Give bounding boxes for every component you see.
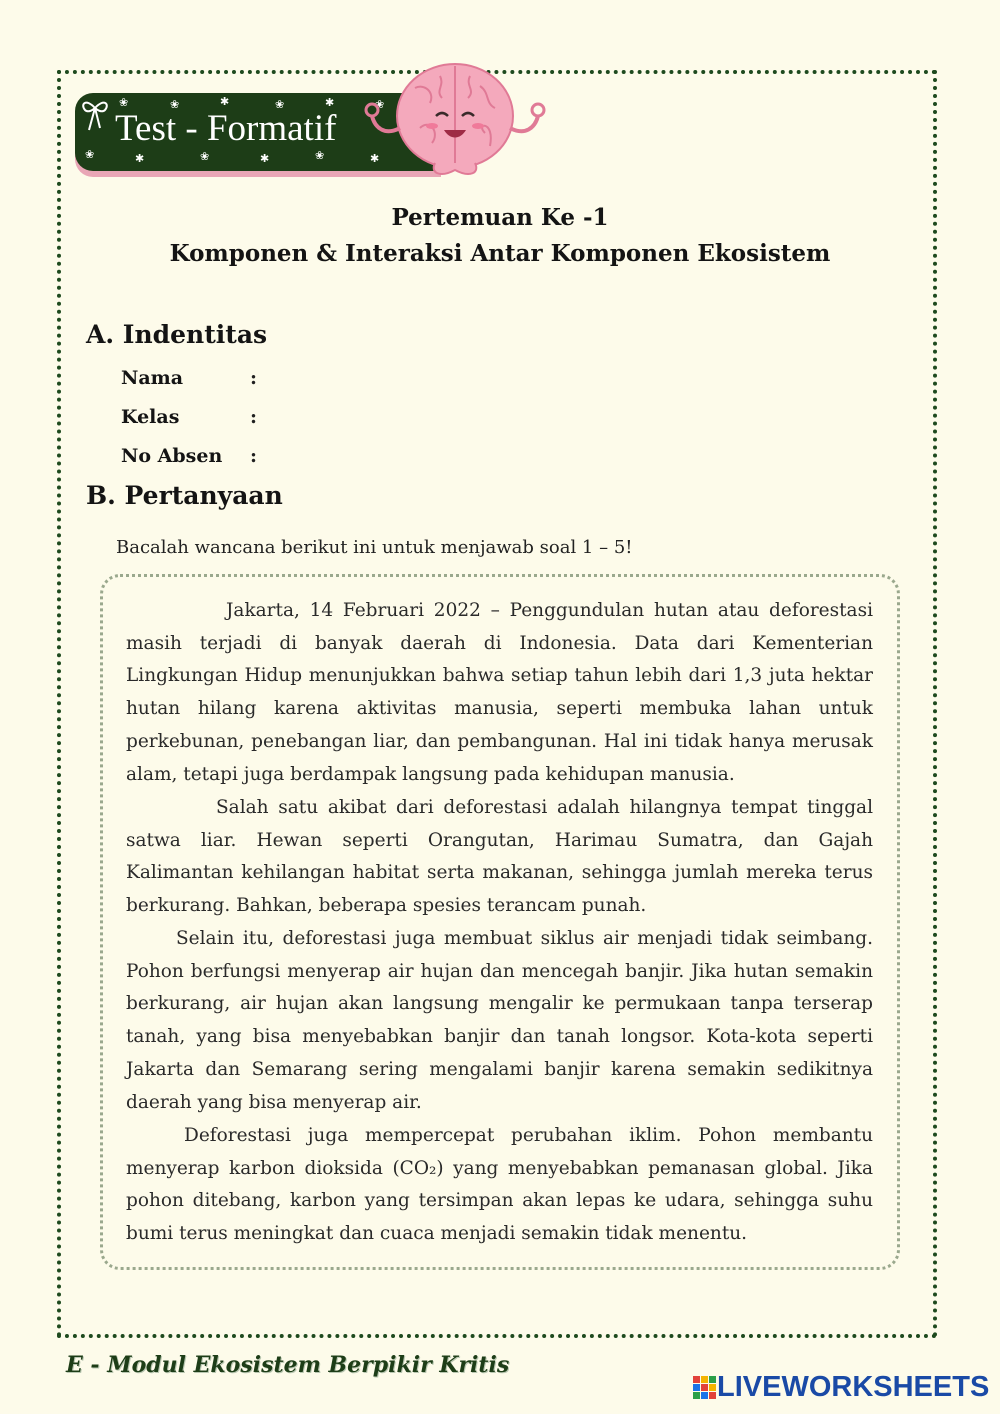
passage-paragraph: Jakarta, 14 Februari 2022 – Penggundulan hutan atau deforestasi masih terjadi di banyak daerah di Indonesia. Data dari Kementerian Lingkungan Hidup menunjukkan bahwa setiap tahun lebih dari 1,3 juta hektar hutan hilang karena aktivitas manusia, seperti membuka lahan untuk perkebunan, penebangan liar, dan pembangunan. Hal ini tidak hanya merusak alam, tetapi juga berdampak langsung pada kehidupan manusia. [126, 600, 873, 785]
section-a-title: A. Indentitas [86, 320, 268, 349]
field-label-no-absen: No Absen [121, 445, 223, 467]
banner-title: Test - Formatif [115, 108, 337, 149]
field-label-nama: Nama [121, 367, 184, 389]
passage-paragraph: Selain itu, deforestasi juga membuat siklus air menjadi tidak seimbang. Pohon berfungsi menyerap air hujan dan mencegah banjir. Jika hutan semakin berkurang, air hujan akan langsung mengalir ke permukaan tanpa terserap tanah, yang bisa menyebabkan banjir dan tanah longsor. Kota-kota seperti Jakarta dan Semarang sering mengalami banjir karena semakin sedikitnya daerah yang bisa menyerap air. [126, 928, 873, 1113]
brain-mascot-icon [360, 58, 550, 183]
topic-title: Komponen & Interaksi Antar Komponen Ekosistem [169, 240, 831, 267]
meeting-title: Pertemuan Ke -1 [391, 204, 609, 231]
field-colon: : [250, 445, 258, 467]
section-b-title: B. Pertanyaan [86, 481, 283, 510]
liveworksheets-wordmark: LIVEWORKSHEETS [717, 1371, 990, 1403]
liveworksheets-logo[interactable] [693, 1371, 989, 1404]
reading-instruction: Bacalah wancana berikut ini untuk menjawab soal 1 – 5! [116, 537, 633, 558]
bow-icon [80, 98, 110, 134]
field-colon: : [250, 367, 258, 389]
passage-paragraph: Salah satu akibat dari deforestasi adalah hilangnya tempat tinggal satwa liar. Hewan seperti Orangutan, Harimau Sumatra, dan Gajah Kalimantan kehilangan habitat serta makanan, sehingga jumlah mereka terus berkurang. Bahkan, beberapa spesies terancam punah. [126, 797, 873, 917]
liveworksheets-icon [693, 1376, 717, 1400]
module-footer: E - Modul Ekosistem Berpikir Kritis [66, 1352, 510, 1378]
title-banner: ❀ ❀ ✱ ❀ ✱ ❀ ❀ ✱ ❀ ✱ ❀ ✱ Test - Formatif [75, 93, 435, 171]
field-label-kelas: Kelas [121, 406, 180, 428]
passage-paragraph: Deforestasi juga mempercepat perubahan iklim. Pohon membantu menyerap karbon dioksida (CO₂) yang menyebabkan pemanasan global. Jika pohon ditebang, karbon yang tersimpan akan lepas ke udara, sehingga suhu bumi terus meningkat dan cuaca menjadi semakin tidak menentu. [126, 1125, 873, 1245]
field-colon: : [250, 406, 258, 428]
